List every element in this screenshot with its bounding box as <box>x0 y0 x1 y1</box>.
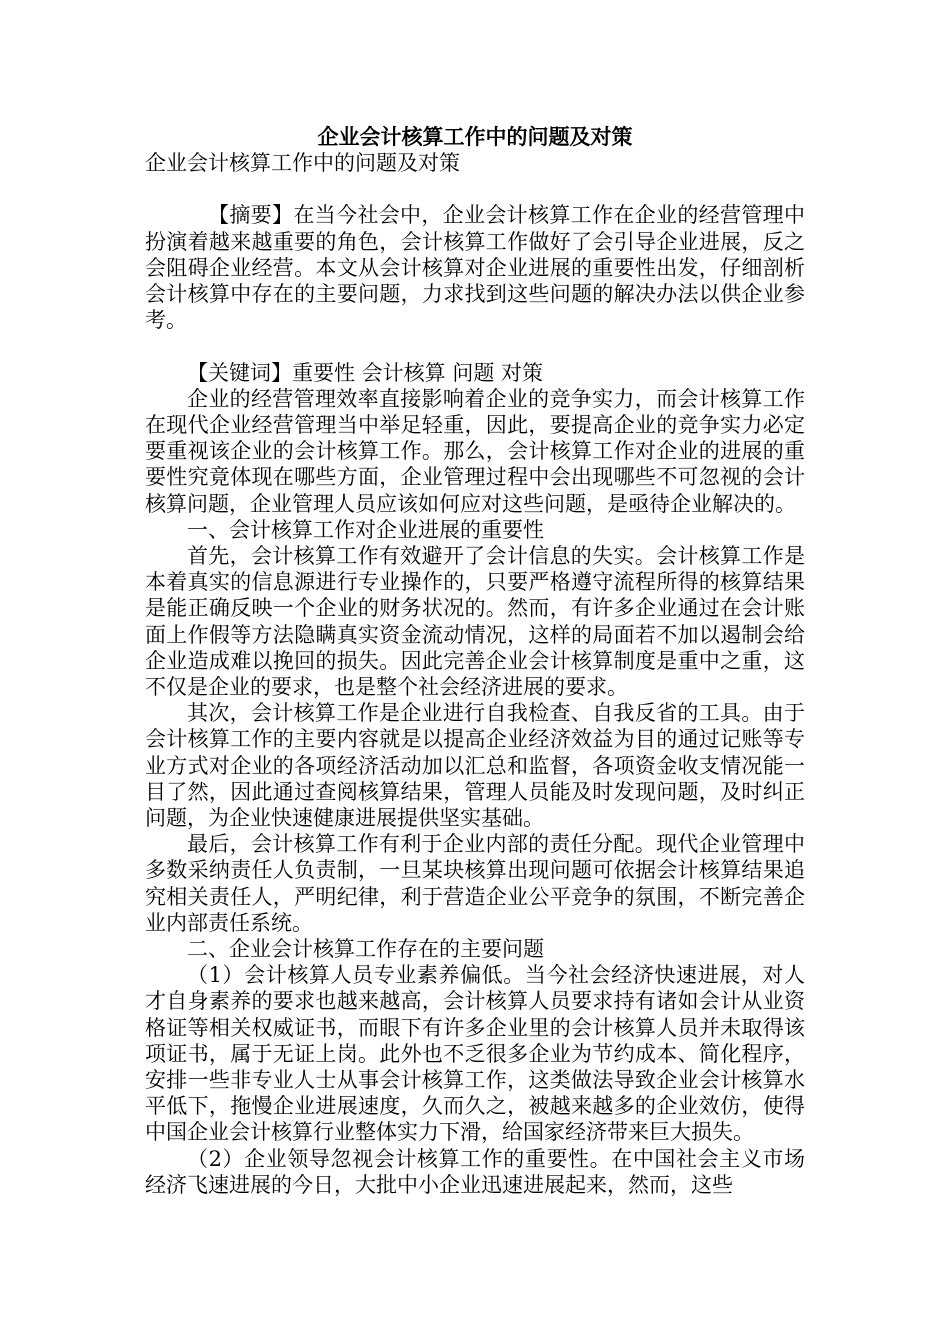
keywords-line: 【关键词】重要性 会计核算 问题 对策 <box>187 360 544 385</box>
blank-line <box>145 176 805 202</box>
body-paragraph-2: 其次，会计核算工作是企业进行自我检查、自我反省的工具。由于会计核算工作的主要内容就是以提高企业经济效益为目的通过记账等专业方式对企业的各项经济活动加以汇总和监督，各项资金收支情况能一目了然，因此通过查阅核算结果，管理人员能及时发现问题，及时纠正问题，为企业快速健康进展提供坚实基础。 <box>145 701 805 831</box>
blank-line <box>145 333 805 359</box>
section-heading-2: 二、企业会计核算工作存在的主要问题 <box>187 937 544 962</box>
body-paragraph-4: （1）会计核算人员专业素养偏低。当今社会经济快速进展，对人才自身素养的要求也越来越高，会计核算人员要求持有诸如会计从业资格证等相关权威证书，而眼下有许多企业里的会计核算人员并未取得该项证书，属于无证上岗。此外也不乏很多企业为节约成本、简化程序，安排一些非专业人士从事会计核算工作，这类做法导致企业会计核算水平低下，拖慢企业进展速度，久而久之，被越来越多的企业效仿，使得中国企业会计核算行业整体实力下滑，给国家经济带来巨大损失。 <box>145 963 805 1145</box>
abstract-paragraph: 【摘要】在当今社会中，企业会计核算工作在企业的经营管理中扮演着越来越重要的角色，会计核算工作做好了会引导企业进展，反之会阻碍企业经营。本文从会计核算对企业进展的重要性出发，仔细剖析会计核算中存在的主要问题，力求找到这些问题的解决办法以供企业参考。 <box>145 203 805 333</box>
body-paragraph-5: （2）企业领导忽视会计核算工作的重要性。在中国社会主义市场经济飞速进展的今日，大批中小企业迅速进展起来，然而，这些 <box>145 1146 805 1197</box>
intro-paragraph: 企业的经营管理效率直接影响着企业的竞争实力，而会计核算工作在现代企业经营管理当中举足轻重，因此，要提高企业的竞争实力必定要重视该企业的会计核算工作。那么，会计核算工作对企业的进展的重要性究竟体现在哪些方面，企业管理过程中会出现哪些不可忽视的会计核算问题，企业管理人员应该如何应对这些问题，是亟待企业解决的。 <box>145 386 805 516</box>
section-heading-1: 一、会计核算工作对企业进展的重要性 <box>187 517 544 542</box>
body-paragraph-3: 最后，会计核算工作有利于企业内部的责任分配。现代企业管理中多数采纳责任人负责制，一旦某块核算出现问题可依据会计核算结果追究相关责任人，严明纪律，利于营造企业公平竞争的氛围，不断完善企业内部责任系统。 <box>145 832 805 935</box>
body-paragraph-1: 首先，会计核算工作有效避开了会计信息的失实。会计核算工作是本着真实的信息源进行专业操作的，只要严格遵守流程所得的核算结果是能正确反映一个企业的财务状况的。然而，有许多企业通过在会计账面上作假等方法隐瞒真实资金流动情况，这样的局面若不加以遏制会给企业造成难以挽回的损失。因此完善企业会计核算制度是重中之重，这不仅是企业的要求，也是整个社会经济进展的要求。 <box>145 544 805 700</box>
document-body <box>145 150 805 1198</box>
document-subtitle: 企业会计核算工作中的问题及对策 <box>145 151 460 175</box>
document-title: 企业会计核算工作中的问题及对策 <box>317 125 633 149</box>
